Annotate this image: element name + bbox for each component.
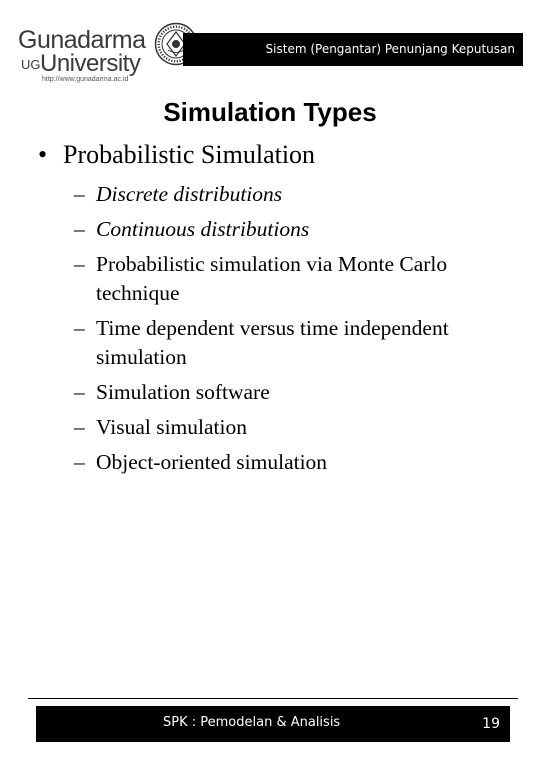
logo-url: http://www.gunadarma.ac.id — [42, 76, 129, 83]
dash-marker: – — [74, 182, 85, 206]
list-item — [74, 180, 514, 209]
dash-marker: – — [74, 252, 85, 276]
list-item-text: Continuous distributions — [96, 217, 310, 241]
list-item — [74, 215, 514, 244]
list-item — [74, 250, 514, 308]
list-item — [74, 413, 514, 442]
page-number: 19 — [482, 716, 500, 732]
footer-divider — [28, 698, 518, 699]
main-bullet — [38, 140, 315, 170]
list-item-text: Simulation software — [96, 380, 270, 404]
list-item — [74, 448, 514, 477]
dash-marker: – — [74, 415, 85, 439]
list-item-text: Time dependent versus time independent simulation — [96, 316, 449, 369]
dash-marker: – — [74, 450, 85, 474]
list-item-text: Probabilistic simulation via Monte Carlo technique — [96, 252, 448, 305]
footer-bar — [36, 706, 510, 742]
list-item — [74, 378, 514, 407]
footer-course-text: SPK : Pemodelan & Analisis — [163, 715, 341, 730]
course-title-bar: Sistem (Pengantar) Penunjang Keputusan — [183, 33, 523, 66]
logo-uc-mark: UG — [21, 57, 41, 72]
list-item-text: Object-oriented simulation — [96, 450, 328, 474]
dash-marker: – — [74, 217, 85, 241]
list-item-text: Discrete distributions — [96, 182, 283, 206]
list-item-text: Visual simulation — [96, 415, 247, 439]
list-item — [74, 314, 514, 372]
slide-title: Simulation Types — [163, 97, 377, 127]
university-logo — [18, 22, 183, 84]
main-bullet-text: Probabilistic Simulation — [63, 140, 316, 169]
dash-marker: – — [74, 316, 85, 340]
bullet-marker: • — [38, 140, 48, 169]
logo-wordmark: Gunadarma — [18, 26, 146, 54]
sub-bullet-list — [74, 180, 514, 483]
logo-university-text: University — [40, 50, 141, 77]
dash-marker: – — [74, 380, 85, 404]
